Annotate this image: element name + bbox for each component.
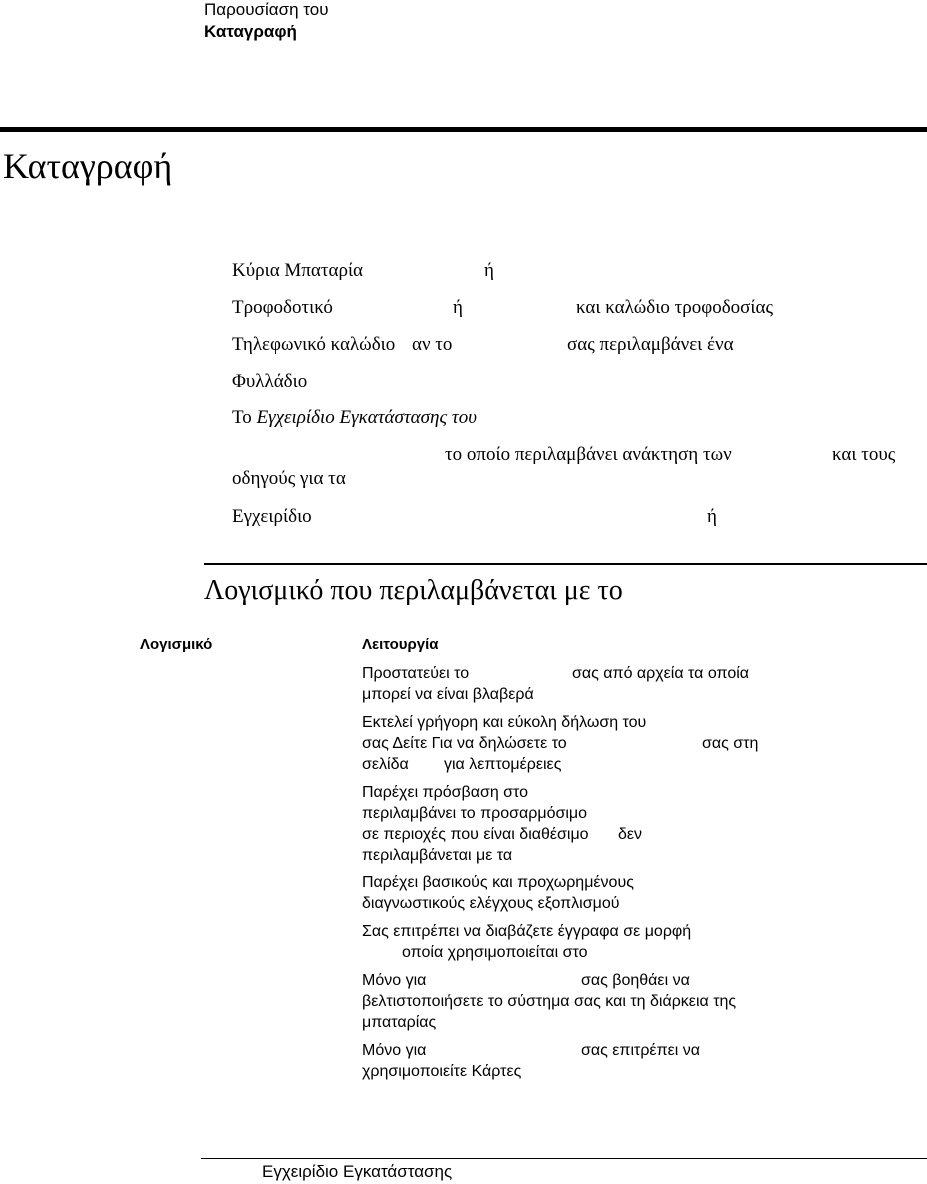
table-row — [362, 872, 634, 914]
table-cell-text: βελτιστοποιήσετε το σύστημα σας και τη διάρκεια της — [362, 993, 737, 1010]
table-cell-text: σας βοηθάει να — [581, 972, 690, 989]
table-cell-text: οποία χρησιμοποιείται στο — [402, 944, 588, 961]
table-cell-text: σε περιοχές που είναι διαθέσιμο — [362, 826, 589, 843]
table-header-software: Λογισμικό — [140, 636, 213, 653]
top-divider — [0, 127, 927, 132]
section-divider — [204, 563, 927, 565]
table-cell-text: μπορεί να είναι βλαβερά — [362, 686, 534, 703]
table-row — [362, 712, 759, 775]
table-cell-text: χρησιμοποιείτε Κάρτες — [362, 1063, 522, 1080]
list-item-text: Εγχειρίδιο — [232, 506, 312, 527]
table-cell-text: σας Δείτε Για να δηλώσετε το — [362, 735, 567, 752]
list-item-recovery-continued — [232, 467, 346, 491]
list-item-text: και τους — [832, 444, 896, 465]
list-item-phone-cable — [232, 333, 734, 357]
table-row — [362, 921, 691, 963]
section-title: Λογισμικό που περιλαμβάνεται με το — [204, 575, 623, 606]
running-header-title: Παρουσίαση του — [204, 0, 329, 19]
table-cell-text: σας από αρχεία τα οποία — [572, 665, 750, 682]
table-row — [362, 970, 736, 1033]
table-cell-text: σελίδα — [362, 756, 409, 773]
list-item-text: Εγχειρίδιο Εγκατάστασης του — [256, 407, 477, 428]
list-item-power-adapter — [232, 296, 773, 320]
list-item-text: ή — [453, 297, 463, 318]
footer-divider — [201, 1158, 927, 1159]
list-item-manual — [232, 505, 717, 529]
table-cell-text: διαγνωστικούς ελέγχους εξοπλισμού — [362, 895, 620, 912]
table-cell-text: για λεπτομέρειες — [444, 756, 562, 773]
list-item-main-battery — [232, 259, 494, 283]
list-item-text: ή — [484, 260, 494, 281]
list-item-text: σας περιλαμβάνει ένα — [567, 334, 734, 355]
list-item-text: Φυλλάδιο — [232, 371, 308, 392]
list-item-setup-guide — [232, 406, 477, 430]
table-cell-text: σας επιτρέπει να — [581, 1042, 700, 1059]
list-item-text: Κύρια Μπαταρία — [232, 260, 364, 281]
list-item-text: και καλώδιο τροφοδοσίας — [576, 297, 773, 318]
table-cell-text: Μόνο για — [362, 1042, 427, 1059]
table-cell-text: δεν — [618, 826, 643, 843]
table-row — [362, 1040, 700, 1082]
table-cell-text: Προστατεύει το — [362, 665, 470, 682]
running-header-subtitle: Καταγραφή — [204, 22, 297, 41]
table-cell-text: Παρέχει πρόσβαση στο — [362, 784, 529, 801]
running-footer: Εγχειρίδιο Εγκατάστασης — [262, 1162, 453, 1181]
list-item-leaflet — [232, 370, 307, 394]
table-cell-text: Μόνο για — [362, 972, 427, 989]
list-item-text: Το — [232, 407, 252, 428]
table-cell-text: Σας επιτρέπει να διαβάζετε έγγραφα σε μορφή — [362, 923, 692, 940]
list-item-text: το οποίο περιλαμβάνει ανάκτηση των — [445, 444, 732, 465]
table-cell-text: περιλαμβάνεται με τα — [362, 847, 513, 864]
list-item-text: οδηγούς για τα — [232, 468, 346, 489]
chapter-title: Καταγραφή — [3, 146, 173, 186]
table-row — [362, 782, 643, 866]
table-cell-text: Εκτελεί γρήγορη και εύκολη δήλωση του — [362, 714, 647, 731]
table-row — [362, 663, 750, 705]
list-item-text: Τροφοδοτικό — [232, 297, 333, 318]
table-header-function: Λειτουργία — [362, 636, 439, 653]
table-cell-text: σας στη — [702, 735, 759, 752]
table-cell-text: Παρέχει βασικούς και προχωρημένους — [362, 874, 634, 891]
list-item-text: ή — [707, 506, 717, 527]
list-item-text: Τηλεφωνικό καλώδιο — [232, 334, 396, 355]
list-item-text: αν το — [412, 334, 453, 355]
table-cell-text: μπαταρίας — [362, 1014, 437, 1031]
table-cell-text: περιλαμβάνει το προσαρμόσιμο — [362, 805, 588, 822]
